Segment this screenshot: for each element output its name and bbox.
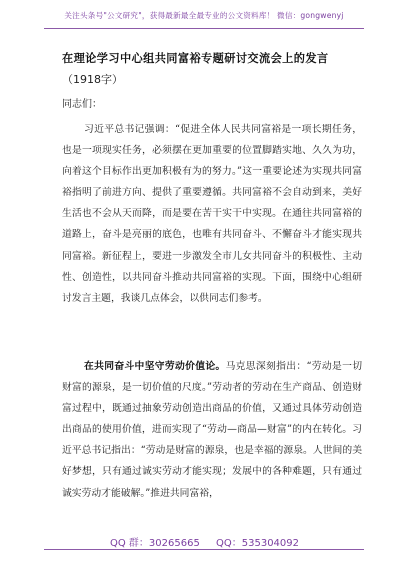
paragraph-2: [62, 356, 362, 504]
header-divider: [44, 28, 364, 29]
paragraph-1: 习近平总书记强调：“促进全体人民共同富裕是一项长期任务，也是一项现实任务，必须摆在更加重要的位置脚踏实地、久久为功，向着这个目标作出更加积极有为的努力。”这一重要论述为实现共同富裕指明了前进方向、提供了重要遵循。共同富裕不会自动到来，美好生活也不会从天而降，而是要在苦干实干中实现。在通往共同富裕的道路上，奋斗是亮丽的底色，也唯有共同奋斗、不懈奋斗才能实现共同富裕。新征程上，要进一步激发全市儿女共同奋斗的积极性、主动性、创造性，以共同奋斗推动共同富裕的实现。下面，围绕中心组研讨发言主题，我谈几点体会，以供同志们参考。: [62, 124, 362, 304]
paragraph-2-text: 马克思深刻指出：“劳动是一切财富的源泉，是一切价值的尺度。”劳动者的劳动在生产商品、创造财富过程中，既通过抽象劳动创造出商品的价值，又通过具体劳动创造出商品的使用价值，进而实现了“劳动—商品—财富”的内在转化。习近平总书记指出：“劳动是财富的源泉，也是幸福的源泉。人世间的美好梦想，只有通过诚实劳动才能实现；发展中的各种难题，只有通过诚实劳动才能破解。”推进共同富裕，: [62, 361, 363, 499]
word-count: （1918字）: [62, 73, 123, 86]
footer-qq-group: QQ 群：30265665: [110, 538, 200, 549]
paragraph-2-heading: 在共同奋斗中坚守劳动价值论。: [84, 361, 226, 372]
footer-qq: QQ：535304092: [216, 538, 300, 549]
salutation: 同志们：: [62, 99, 102, 110]
document-title: 在理论学习中心组共同富裕专题研讨交流会上的发言: [62, 52, 329, 65]
header-banner: 关注头条号"公文研究"，获得最新最全最专业的公文资料库！ 微信：gongwenyj: [64, 11, 344, 20]
footer-divider: [44, 549, 364, 550]
